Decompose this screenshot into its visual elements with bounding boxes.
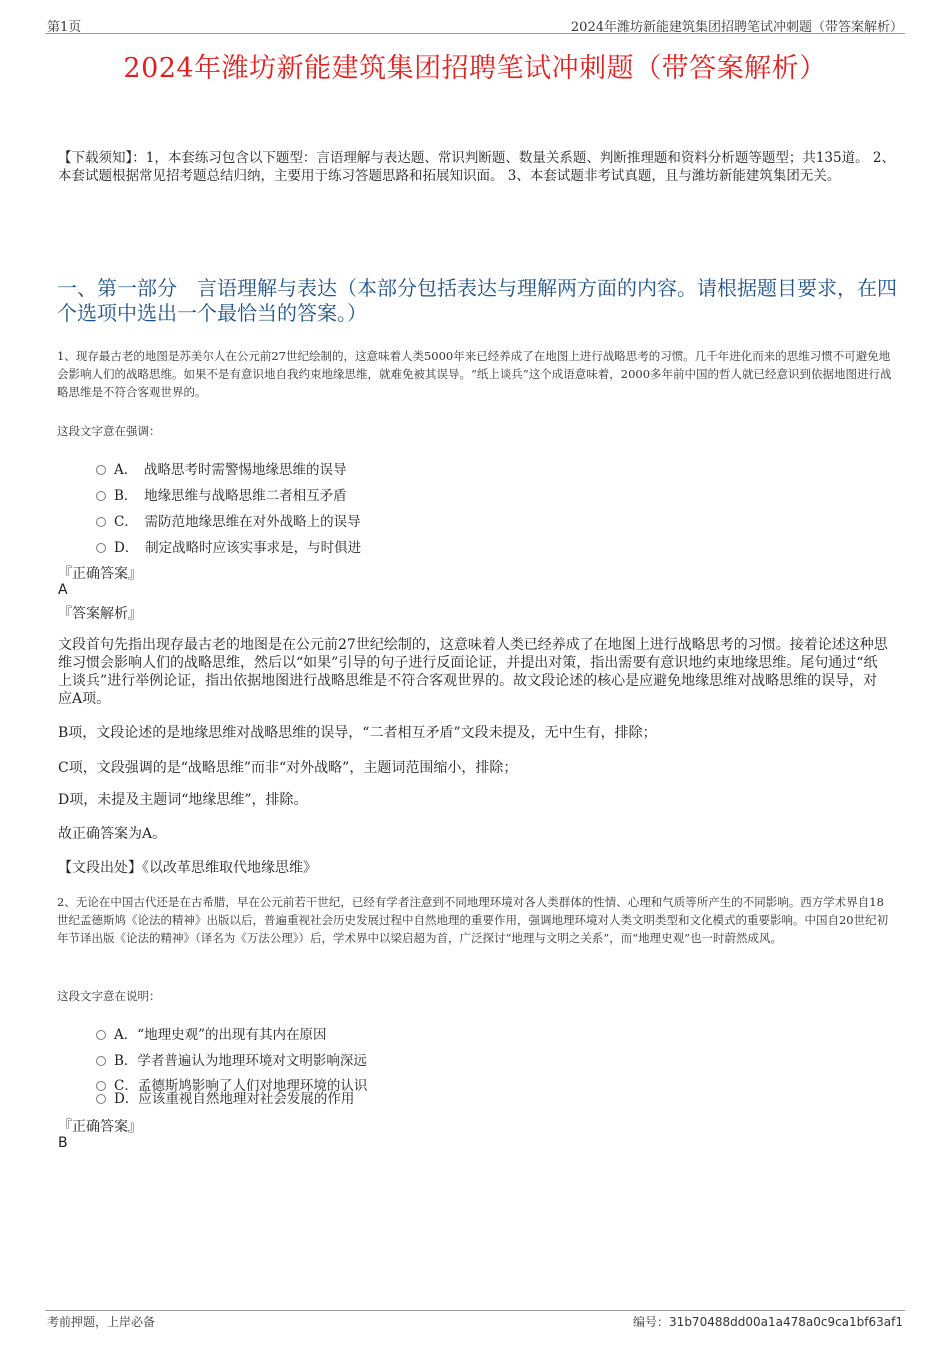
option-label: A． 战略思考时需警惕地缘思维的误导 (114, 462, 347, 478)
question-2-option-a[interactable] (96, 1023, 327, 1043)
question-1-option-a[interactable] (96, 458, 347, 478)
code-value: 31b70488dd00a1a478a0c9ca1bf63af1 (669, 1315, 903, 1329)
radio-icon (96, 517, 106, 527)
question-2-text: 2、无论在中国古代还是在古希腊，早在公元前若干世纪，已经有学者注意到不同地理环境对各人类群体的性情、心理和气质等所产生的不同影响。西方学术界自18世纪孟德斯鸠《论法的精神》出版以后，普遍重视社会历史发展过程中自然地理的重要作用，强调地理环境对人类文明类型和文化模式的重要影响。中国自20世纪初年节译出版《论法的精神》（译名为《万法公理》）后，学术界中以梁启超为首，广泛探讨“地理与文明之关系”，而“地理史观”也一时蔚然成风。 (57, 895, 889, 945)
question-2-prompt: 这段文字意在说明： (57, 989, 161, 1003)
option-label: C．孟德斯鸠影响了人们对地理环境的认识 (114, 1078, 368, 1094)
question-1-option-b[interactable] (96, 484, 347, 504)
document-code (633, 1313, 903, 1330)
question-1-analysis-label: 『答案解析』 (58, 606, 142, 622)
question-1-analysis-para-3: C项，文段强调的是“战略思维”而非“对外战略”，主题词范围缩小，排除； (58, 760, 518, 776)
page-number: 第1页 (47, 20, 82, 35)
question-2-option-b[interactable] (96, 1049, 367, 1069)
page-title: 2024年潍坊新能建筑集团招聘笔试冲刺题（带答案解析） (123, 53, 827, 84)
header-divider (45, 33, 905, 34)
question-1-text: 1、现存最古老的地图是苏美尔人在公元前27世纪绘制的，这意味着人类5000年来已经养成了在地图上进行战略思考的习惯。几千年进化而来的思维习惯不可避免地会影响人们的战略思维。如果不是有意识地自我约束地缘思维，就难免被其误导。“纸上谈兵”这个成语意味着，2000多年前中国的哲人就已经意识到依据地图进行战略思维是不符合客观世界的。 (57, 349, 892, 399)
question-1-analysis-para-5: 故正确答案为A。 (58, 826, 167, 842)
option-label: B． 地缘思维与战略思维二者相互矛盾 (114, 488, 347, 504)
question-1-analysis-para-1: 文段首句先指出现存最古老的地图是在公元前27世纪绘制的，这意味着人类已经养成了在地图上进行战略思考的习惯。接着论述这种思维习惯会影响人们的战略思维，然后以“如果”引导的句子进行反面论证，并提出对策，指出需要有意识地约束地缘思维。尾句通过“纸上谈兵”进行举例论证，指出依据地图进行战略思维是不符合客观世界的。故文段论述的核心是应避免地缘思维对战略思维的误导，对应A项。 (58, 637, 888, 707)
question-1-answer: A (58, 582, 68, 598)
radio-icon (96, 1030, 106, 1040)
question-2-answer: B (58, 1135, 68, 1151)
option-label: B．学者普遍认为地理环境对文明影响深远 (114, 1053, 367, 1069)
code-label: 编号： (633, 1315, 670, 1329)
running-title: 2024年潍坊新能建筑集团招聘笔试冲刺题（带答案解析） (570, 20, 903, 35)
question-2-answer-label: 『正确答案』 (58, 1119, 142, 1135)
radio-icon (96, 543, 106, 553)
question-1-prompt: 这段文字意在强调： (57, 424, 161, 438)
option-label: C． 需防范地缘思维在对外战略上的误导 (114, 514, 361, 530)
question-1-analysis-para-4: D项，未提及主题词“地缘思维”，排除。 (58, 792, 308, 808)
question-2-option-d[interactable] (96, 1087, 354, 1107)
radio-icon (96, 1094, 106, 1104)
radio-icon (96, 491, 106, 501)
option-label: A．“地理史观”的出现有其内在原因 (114, 1027, 327, 1043)
download-notice: 【下载须知】：1，本套练习包含以下题型：言语理解与表达题、常识判断题、数量关系题、判断推理题和资料分析题等题型；共135道。 2、本套试题根据常见招考题总结归纳，主要用于练习答题思路和拓展知识面。 3、本套试题非考试真题，且与潍坊新能建筑集团无关。 (58, 150, 895, 184)
question-1-analysis-para-2: B项，文段论述的是地缘思维对战略思维的误导，“二者相互矛盾”文段未提及，无中生有，排除； (58, 725, 657, 741)
question-1-option-c[interactable] (96, 510, 361, 530)
option-label: D． 制定战略时应该实事求是，与时俱进 (114, 540, 362, 556)
question-1-answer-label: 『正确答案』 (58, 566, 142, 582)
radio-icon (96, 465, 106, 475)
footer-slogan: 考前押题，上岸必备 (47, 1315, 156, 1329)
radio-icon (96, 1056, 106, 1066)
question-1-option-d[interactable] (96, 536, 361, 556)
option-label: D．应该重视自然地理对社会发展的作用 (114, 1091, 355, 1107)
footer-divider (45, 1310, 905, 1311)
question-1-source: 【文段出处】《以改革思维取代地缘思维》 (58, 860, 317, 876)
section-heading: 一、第一部分 言语理解与表达（本部分包括表达与理解两方面的内容。请根据题目要求，在四个选项中选出一个最恰当的答案。） (57, 276, 897, 325)
